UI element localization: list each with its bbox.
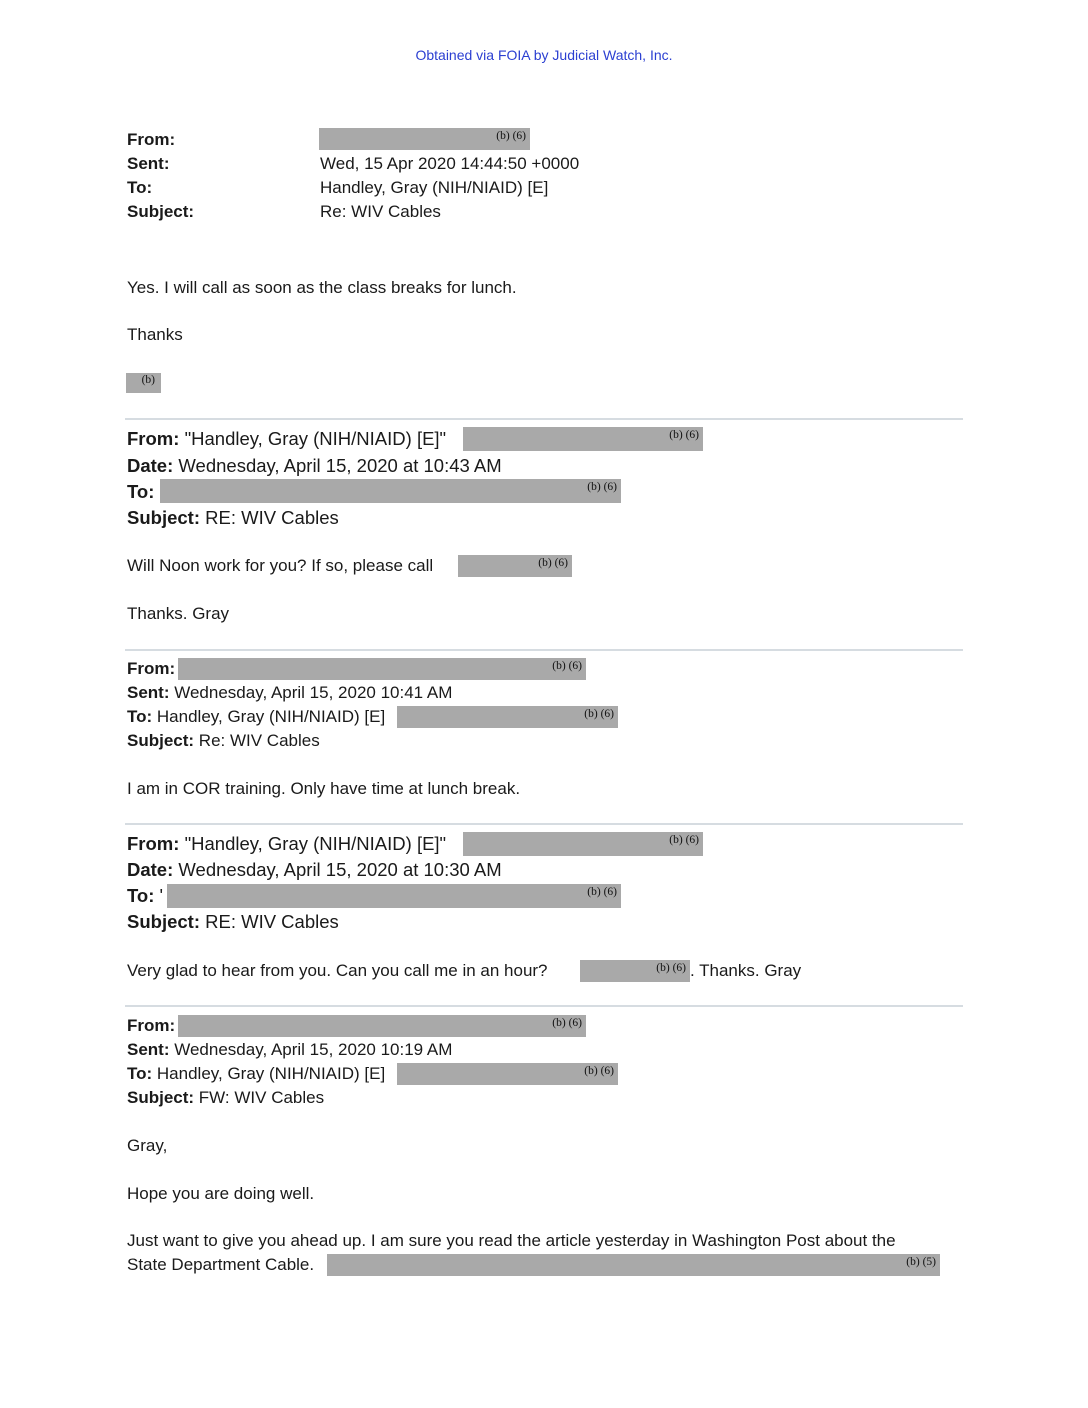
subject-label: Subject: [127, 202, 195, 221]
msg4-line3: State Department Cable. [127, 1255, 315, 1274]
to-value: Handley, Gray (NIH/NIAID) [E] [320, 178, 549, 197]
redaction-msg2-from: (b) (6) [178, 658, 586, 680]
msg1-signoff: Thanks. Gray [127, 604, 230, 623]
msg2-body: I am in COR training. Only have time at lunch break. [127, 779, 521, 798]
msg3-body-tail: . Thanks. Gray [690, 961, 802, 980]
msg4-subject: Subject: FW: WIV Cables [127, 1088, 325, 1107]
redaction-msg3-from: (b) (6) [463, 832, 703, 856]
msg4-to: To: Handley, Gray (NIH/NIAID) [E] [127, 1064, 386, 1083]
msg4-line2: Just want to give you ahead up. I am sure you read the article yesterday in Washington Post about the [127, 1231, 896, 1250]
redaction-msg1-from: (b) (6) [463, 427, 703, 451]
top-email-signoff: Thanks [127, 325, 183, 344]
subject-value: Re: WIV Cables [320, 202, 441, 221]
redaction-msg3-to: (b) (6) [167, 884, 621, 908]
divider-3 [125, 823, 963, 825]
msg4-from-label: From: [127, 1016, 176, 1035]
redaction-msg4-body: (b) (5) [327, 1254, 940, 1276]
redaction-msg1-to: (b) (6) [160, 479, 621, 503]
redaction-msg4-to: (b) (6) [397, 1063, 618, 1085]
redaction-msg4-from: (b) (6) [178, 1015, 586, 1037]
msg2-subject: Subject: Re: WIV Cables [127, 731, 320, 750]
msg1-body: Will Noon work for you? If so, please call [127, 556, 434, 575]
msg2-from-label: From: [127, 659, 176, 678]
redaction-msg3-phone: (b) (6) [580, 960, 690, 982]
msg3-subject: Subject: RE: WIV Cables [127, 911, 339, 932]
divider-4 [125, 1005, 963, 1007]
msg1-from: From: "Handley, Gray (NIH/NIAID) [E]" [127, 428, 447, 449]
msg1-subject: Subject: RE: WIV Cables [127, 507, 339, 528]
msg2-to: To: Handley, Gray (NIH/NIAID) [E] [127, 707, 386, 726]
msg3-body: Very glad to hear from you. Can you call me in an hour? [127, 961, 548, 980]
sent-label: Sent: [127, 154, 170, 173]
msg1-to-label: To: [127, 481, 155, 502]
msg4-line1: Hope you are doing well. [127, 1184, 315, 1203]
msg2-sent: Sent: Wednesday, April 15, 2020 10:41 AM [127, 683, 453, 702]
msg4-greeting: Gray, [127, 1136, 168, 1155]
redaction-msg2-to: (b) (6) [397, 706, 618, 728]
redaction-from: (b) (6) [319, 128, 530, 150]
divider-1 [125, 418, 963, 420]
foia-watermark: Obtained via FOIA by Judicial Watch, Inc. [415, 47, 673, 63]
divider-2 [125, 649, 963, 651]
sent-value: Wed, 15 Apr 2020 14:44:50 +0000 [320, 154, 580, 173]
from-label: From: [127, 130, 176, 149]
redaction-signature: (b) [126, 373, 161, 393]
top-email-body: Yes. I will call as soon as the class breaks for lunch. [127, 278, 517, 297]
msg1-date: Date: Wednesday, April 15, 2020 at 10:43 AM [127, 455, 502, 476]
msg3-from: From: "Handley, Gray (NIH/NIAID) [E]" [127, 833, 447, 854]
msg4-sent: Sent: Wednesday, April 15, 2020 10:19 AM [127, 1040, 453, 1059]
msg3-to: To: ' [127, 885, 164, 906]
msg3-date: Date: Wednesday, April 15, 2020 at 10:30 AM [127, 859, 502, 880]
to-label: To: [127, 178, 153, 197]
redaction-msg1-phone: (b) (6) [458, 555, 572, 577]
